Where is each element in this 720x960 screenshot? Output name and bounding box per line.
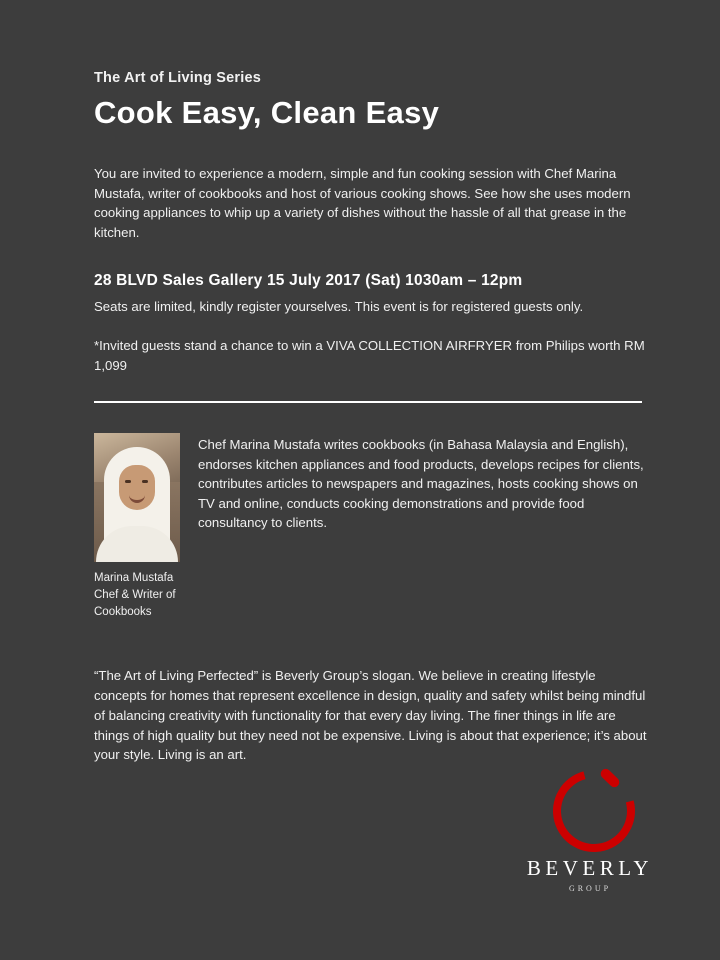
beverly-group-logo	[520, 770, 660, 893]
chef-portrait-image	[94, 433, 180, 562]
chef-bio-block	[94, 433, 650, 620]
portrait-caption	[94, 570, 180, 620]
portrait-eye-right	[142, 480, 148, 483]
portrait-caption-name: Marina Mustafa	[94, 572, 174, 585]
logo-subtext: GROUP	[568, 884, 612, 893]
registration-note: Seats are limited, kindly register yourselves. This event is for registered guests only.	[94, 299, 584, 315]
series-label: The Art of Living Series	[94, 70, 262, 86]
beverly-ring-icon	[553, 770, 627, 844]
prize-note: *Invited guests stand a chance to win a VIVA COLLECTION AIRFRYER from Philips worth RM 1,099	[94, 338, 645, 373]
logo-wordmark: BEVERLY	[526, 856, 654, 880]
event-details: 28 BLVD Sales Gallery 15 July 2017 (Sat) 1030am – 12pm	[94, 272, 523, 290]
portrait-eye-left	[125, 480, 131, 483]
page-title: Cook Easy, Clean Easy	[94, 95, 440, 130]
slogan-paragraph: “The Art of Living Perfected” is Beverly Group’s slogan. We believe in creating lifestyle concepts for homes that represent excellence in design, quality and safety whilst being mindful of balancing creativity with functionality for that every day living. The finer things in life are things of high quality but they need not be expensive. Living is about that experience; it’s about your style. Living is an art.	[94, 668, 647, 763]
section-divider	[94, 401, 642, 403]
chef-bio-text: Chef Marina Mustafa writes cookbooks (in Bahasa Malaysia and English), endorses kitchen appliances and food products, develops recipes for clients, contributes articles to newspapers and magazines, hosts cooking shows on TV and online, conducts cooking demonstrations and provide food consultancy to clients.	[198, 437, 644, 531]
intro-paragraph: You are invited to experience a modern, simple and fun cooking session with Chef Marina Mustafa, writer of cookbooks and host of various cooking shows. See how she uses modern cooking appliances to whip up a variety of dishes without the hassle of all that grease in the kitchen.	[94, 166, 631, 240]
beverly-ring-shape	[538, 755, 650, 867]
chef-bio-left	[94, 433, 180, 620]
portrait-face	[119, 465, 155, 510]
portrait-caption-role: Chef & Writer of Cookbooks	[94, 588, 176, 618]
